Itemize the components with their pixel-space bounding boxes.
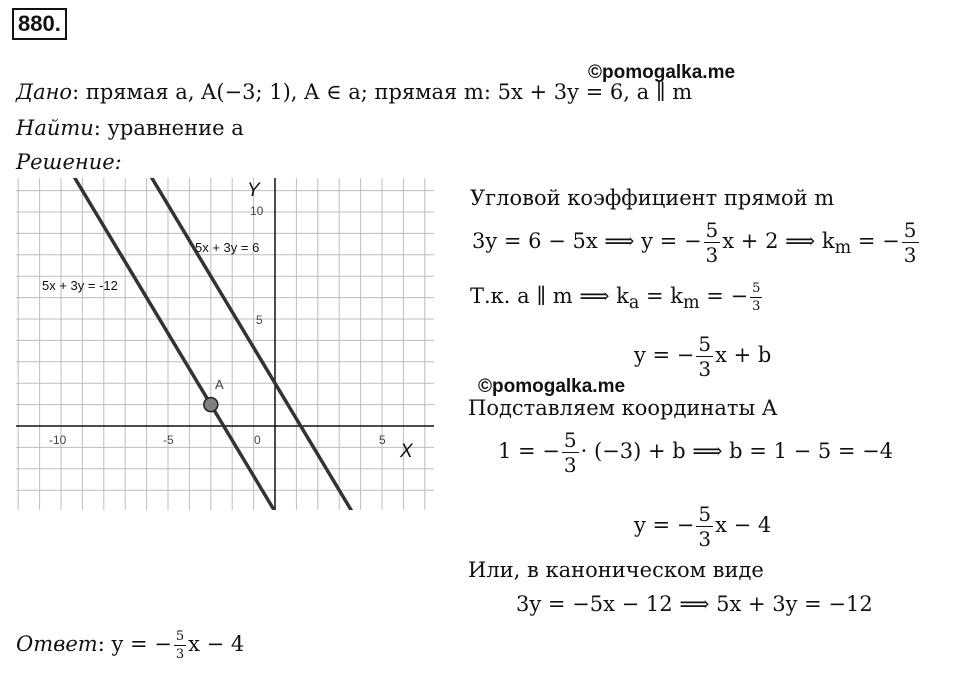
step-text: y = − <box>634 513 695 537</box>
step-substitute-title <box>468 396 777 420</box>
step-text: Или, в каноническом виде <box>468 558 764 582</box>
subscript: m <box>682 293 700 314</box>
fraction <box>750 282 762 313</box>
step-slope-calc <box>472 220 921 265</box>
coordinate-graph <box>16 178 434 510</box>
denominator: 3 <box>175 647 185 662</box>
given-text: : прямая a, A(−3; 1), A ∈ a; прямая m: 5x + 3y = 6, a ∥ m <box>72 80 693 104</box>
line-a <box>70 178 275 510</box>
step-text: · (−3) + b ⟹ b = 1 − 5 = −4 <box>580 439 894 463</box>
answer-label: Ответ <box>16 632 98 656</box>
find-label: Найти <box>16 116 94 140</box>
point-a-label: A <box>215 377 224 392</box>
step-text: = − <box>851 229 900 253</box>
step-canonical-title <box>468 558 764 582</box>
numerator: 5 <box>705 218 719 242</box>
answer-line <box>16 630 244 661</box>
watermark-top: ©pomogalka.me <box>588 62 736 83</box>
fraction <box>562 430 579 475</box>
denominator: 3 <box>698 527 712 551</box>
step-line-form <box>634 334 771 379</box>
y-tick-label: 5 <box>256 313 263 327</box>
fraction <box>696 334 713 379</box>
given-label: Дано <box>16 80 73 104</box>
numerator: 5 <box>563 428 577 452</box>
x-tick-label: 5 <box>379 433 386 447</box>
given-line <box>16 80 692 104</box>
numerator: 5 <box>903 218 917 242</box>
step-substitute-calc <box>498 430 893 475</box>
fraction <box>704 220 721 265</box>
y-tick-label: 10 <box>250 204 264 218</box>
step-text: = k <box>639 284 683 308</box>
subscript: m <box>834 238 852 259</box>
y-axis-label: Y <box>247 180 260 201</box>
x-axis-label: X <box>400 441 413 462</box>
numerator: 5 <box>698 502 712 526</box>
step-result <box>634 504 771 549</box>
line-a-label: 5x + 3y = -12 <box>42 278 118 293</box>
step-text: 3y = 6 − 5x ⟹ y = − <box>472 229 702 253</box>
find-text: : уравнение a <box>93 116 244 140</box>
step-text: Угловой коэффициент прямой m <box>470 186 835 210</box>
solution-label: Решение: <box>16 150 122 174</box>
step-parallel <box>470 282 764 313</box>
denominator: 3 <box>752 299 761 314</box>
fraction <box>902 220 919 265</box>
fraction <box>696 504 713 549</box>
step-canonical-calc <box>516 592 873 616</box>
x-tick-label: 0 <box>254 433 261 447</box>
denominator: 3 <box>903 243 917 267</box>
denominator: 3 <box>698 357 712 381</box>
line-m-label: 5x + 3y = 6 <box>195 240 260 255</box>
step-text: Подставляем координаты A <box>468 396 778 420</box>
x-tick-label: -5 <box>163 433 174 447</box>
step-text: 3y = −5x − 12 ⟹ 5x + 3y = −12 <box>516 592 873 616</box>
step-text: x + 2 ⟹ k <box>722 229 835 253</box>
grid <box>16 178 434 510</box>
find-line <box>16 116 244 140</box>
denominator: 3 <box>705 243 719 267</box>
watermark-middle: ©pomogalka.me <box>478 376 626 397</box>
point-a-marker <box>204 398 218 412</box>
line-m <box>147 178 352 510</box>
x-tick-label: -10 <box>49 433 67 447</box>
step-text: x − 4 <box>715 513 772 537</box>
step-text: x + b <box>715 343 772 367</box>
step-text: 1 = − <box>498 439 560 463</box>
answer-text: x − 4 <box>188 632 245 656</box>
numerator: 5 <box>175 629 185 644</box>
answer-text: : y = − <box>97 632 172 656</box>
fraction <box>174 630 186 661</box>
step-text: = − <box>699 284 749 308</box>
numerator: 5 <box>698 332 712 356</box>
step-slope-title <box>470 186 834 210</box>
step-text: Т.к. a ∥ m ⟹ k <box>470 284 629 308</box>
denominator: 3 <box>563 453 577 477</box>
subscript: a <box>628 293 640 314</box>
problem-number: 880. <box>12 8 67 40</box>
numerator: 5 <box>752 281 761 296</box>
step-text: y = − <box>634 343 695 367</box>
